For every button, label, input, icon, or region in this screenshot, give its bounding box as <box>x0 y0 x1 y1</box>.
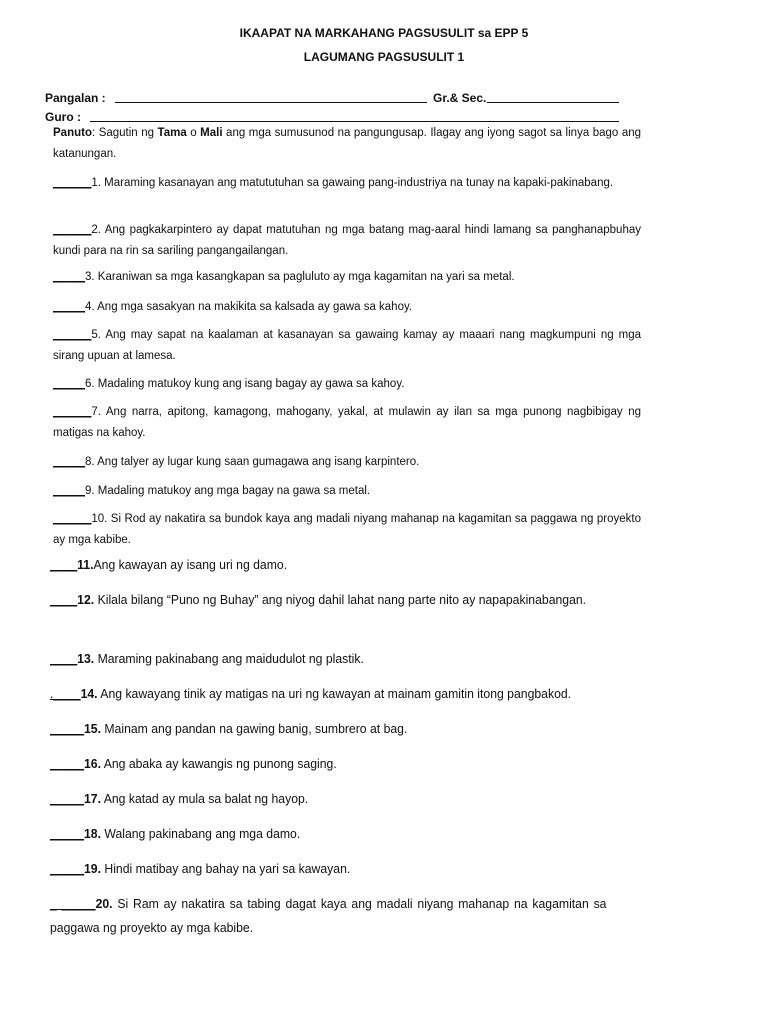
question-number: 20. <box>95 896 113 911</box>
answer-blank[interactable]: .____ <box>50 686 81 701</box>
question-text: Ang kawayang tinik ay matigas na uri ng kawayan at mainam gamitin itong pangbakod. <box>97 686 572 701</box>
question-item <box>53 173 641 194</box>
grade-line[interactable] <box>487 102 619 103</box>
answer-blank[interactable]: ______ <box>53 406 92 418</box>
question-item <box>53 509 641 551</box>
question-text: 10. Si Rod ay nakatira sa bundok kaya ang madali niyang mahanap na kagamitan sa paggawa ng proyekto ay mga kabibe. <box>53 513 641 546</box>
answer-blank[interactable]: _____ <box>53 456 85 468</box>
teacher-line[interactable] <box>90 121 619 122</box>
question-text: Ang kawayan ay isang uri ng damo. <box>93 557 288 572</box>
instructions <box>53 123 641 165</box>
question-text: 8. Ang talyer ay lugar kung saan gumagawa ang isang karpintero. <box>84 456 420 468</box>
question-number: 12. <box>77 592 95 607</box>
question-item <box>50 892 606 940</box>
instructions-text-a: : Sagutin ng <box>91 127 158 139</box>
grade-label: Gr.& Sec. <box>433 91 487 105</box>
question-item <box>50 588 606 612</box>
question-item <box>53 297 641 318</box>
question-text: 5. Ang may sapat na kaalaman at kasanayan sa gawaing kamay ay maaari nang magkumpuni ng mga sirang upuan at lamesa. <box>53 329 641 362</box>
question-number: 16. <box>83 756 101 771</box>
question-item <box>53 481 641 502</box>
question-number: 17. <box>83 791 101 806</box>
question-text: Kilala bilang “Puno ng Buhay” ang niyog dahil lahat nang parte nito ay napapakinabangan. <box>94 592 587 607</box>
answer-blank[interactable]: _____ <box>53 301 85 313</box>
question-text: 9. Madaling matukoy ang mga bagay na gawa sa metal. <box>84 485 371 497</box>
question-text: 2. Ang pagkakarpintero ay dapat matutuhan ng mga batang mag-aaral hindi lamang sa panghanapbuhay kundi para na rin sa sariling pangangailangan. <box>53 224 641 257</box>
question-item <box>53 267 641 288</box>
question-item <box>50 682 606 706</box>
question-number: 15. <box>83 721 101 736</box>
question-number: 13. <box>77 651 95 666</box>
question-number: 18. <box>83 826 101 841</box>
question-number: 11. <box>77 557 94 572</box>
answer-blank[interactable]: _____ <box>53 378 85 390</box>
question-item <box>50 822 606 846</box>
answer-blank[interactable]: ______ <box>53 224 92 236</box>
question-text: Si Ram ay nakatira sa tabing dagat kaya ang madali niyang mahanap na kagamitan sa paggawa ng proyekto ay mga kabibe. <box>50 896 607 935</box>
answer-blank[interactable]: _____ <box>53 271 85 283</box>
question-item <box>53 374 641 395</box>
question-text: 3. Karaniwan sa mga kasangkapan sa pagluluto ay mga kagamitan na yari sa metal. <box>84 271 515 283</box>
answer-blank[interactable]: _____ <box>50 826 84 841</box>
answer-blank[interactable]: _____ <box>50 756 84 771</box>
question-text: Walang pakinabang ang mga damo. <box>100 826 301 841</box>
answer-blank[interactable]: ______ <box>53 513 92 525</box>
question-text: Maraming pakinabang ang maidudulot ng plastik. <box>94 651 364 666</box>
question-text: Hindi matibay ang bahay na yari sa kawayan. <box>100 861 351 876</box>
answer-blank[interactable]: ____ <box>50 557 78 572</box>
instructions-tama: Tama <box>157 127 187 139</box>
instructions-label: Panuto <box>53 127 92 139</box>
instructions-text-b: o <box>186 127 201 139</box>
question-item <box>53 220 641 262</box>
question-number: 14. <box>80 686 98 701</box>
name-line[interactable] <box>115 102 427 103</box>
question-text: 1. Maraming kasanayan ang matututuhan sa gawaing pang-industriya na tunay na kapaki-pakinabang. <box>91 177 614 189</box>
page-title: IKAAPAT NA MARKAHANG PAGSUSULIT sa EPP 5 <box>239 26 529 40</box>
question-item <box>53 452 641 473</box>
answer-blank[interactable]: ____ <box>50 592 78 607</box>
question-text: 6. Madaling matukoy kung ang isang bagay ay gawa sa kahoy. <box>84 378 405 390</box>
question-text: Mainam ang pandan na gawing banig, sumbrero at bag. <box>100 721 408 736</box>
question-item <box>50 647 606 671</box>
question-item <box>53 402 641 444</box>
instructions-text-c: ang mga sumusunod na pangungusap. Ilagay ang iyong sagot sa linya bago ang katanungan. <box>53 127 642 160</box>
answer-blank[interactable]: _____ <box>50 791 84 806</box>
question-item <box>50 787 606 811</box>
name-label: Pangalan : <box>45 91 106 105</box>
question-item <box>50 717 606 741</box>
page-subtitle: LAGUMANG PAGSUSULIT 1 <box>303 50 465 64</box>
question-text: Ang abaka ay kawangis ng punong saging. <box>100 756 337 771</box>
question-item <box>50 752 606 776</box>
answer-blank[interactable]: ______ <box>53 329 92 341</box>
answer-blank[interactable]: ______ <box>53 177 92 189</box>
answer-blank[interactable]: ____ <box>50 651 78 666</box>
answer-blank[interactable]: _____ <box>53 485 85 497</box>
teacher-label: Guro : <box>45 110 81 124</box>
question-item <box>53 325 641 367</box>
question-text: 4. Ang mga sasakyan na makikita sa kalsada ay gawa sa kahoy. <box>84 301 413 313</box>
answer-blank[interactable]: _____ <box>50 721 84 736</box>
question-number: 19. <box>83 861 101 876</box>
instructions-mali: Mali <box>200 127 223 139</box>
question-item <box>50 857 606 881</box>
answer-blank[interactable]: _____ <box>50 861 84 876</box>
question-text: 7. Ang narra, apitong, kamagong, mahogany, yakal, at mulawin ay ilan sa mga punong nagbibigay ng matigas na kahoy. <box>53 406 641 439</box>
answer-blank[interactable]: _ _____ <box>50 896 96 911</box>
question-item <box>50 553 606 577</box>
question-text: Ang katad ay mula sa balat ng hayop. <box>100 791 309 806</box>
